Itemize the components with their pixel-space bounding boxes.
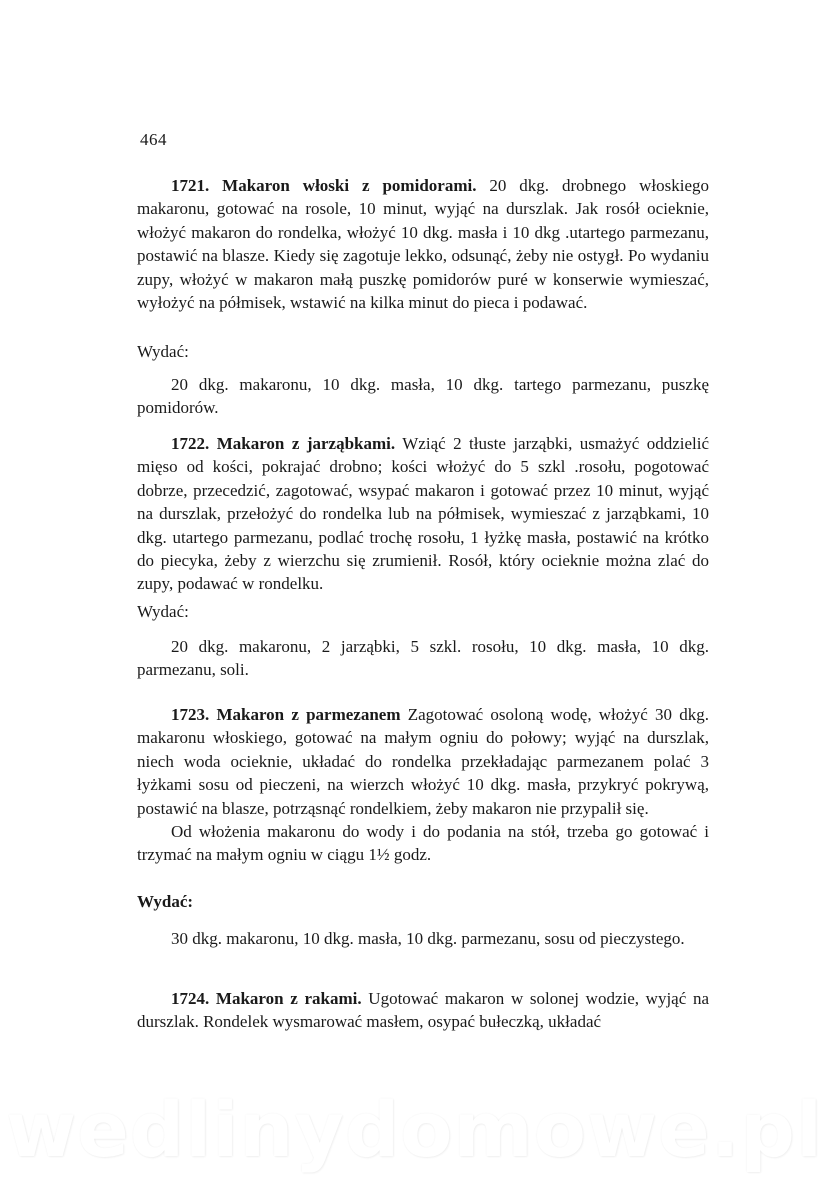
wydac-label: Wydać: <box>137 342 189 361</box>
recipe-1722 <box>137 432 709 596</box>
wydac-label: Wydać: <box>137 602 189 621</box>
recipe-title: 1724. Makaron z rakami. <box>171 989 362 1008</box>
recipe-body: 20 dkg. drobnego włoskiego makaronu, gotować na rosole, 10 minut, wyjąć na durszlak. Jak rosół ocieknie, włożyć makaron do rondelka, włożyć 10 dkg. masła i 10 dkg .utartego parmezanu, postawić na blasze. Kiedy się zagotuje lekko, odsunąć, żeby nie ostygł. Po wydaniu zupy, włożyć w makaron małą puszkę pomidorów puré w konserwie wymieszać, wyłożyć na półmisek, wstawić na kilka minut do pieca i podawać. <box>137 176 709 313</box>
recipe-1724 <box>137 987 709 1034</box>
wydac-ingredients <box>137 635 709 682</box>
recipe-title: 1722. Makaron z jarząbkami. <box>171 434 396 453</box>
recipe-body-continued: Od włożenia makaronu do wody i do podania na stół, trzeba go gotować i trzymać na małym ogniu w ciągu 1½ godz. <box>137 822 709 865</box>
recipe-title: 1721. Makaron włoski z pomidorami. <box>171 176 477 195</box>
recipe-1723 <box>137 703 709 867</box>
wydac-ingredients <box>137 373 709 420</box>
recipe-body: Zagotować osoloną wodę, włożyć 30 dkg. makaronu włoskiego, gotować na małym ogniu do połowy; wyjąć na durszlak, niech woda ocieknie, układać do rondelka przekładając parmezanem polać 3 łyżkami sosu od pieczeni, na wierzch włożyć 10 dkg. masła, przykryć pokrywą, postawić na blasze, potrząsnąć rondelkiem, żeby makaron nie przypalił się. <box>137 705 709 818</box>
recipe-body: Ugotować makaron w solonej wodzie, wyjąć na durszlak. Rondelek wysmarować masłem, osypać bułeczką, układać <box>137 989 709 1032</box>
watermark: wedlinydomowe.pl <box>5 1085 823 1174</box>
wydac-ingredients <box>137 927 709 950</box>
wydac-text: 30 dkg. makaronu, 10 dkg. masła, 10 dkg. parmezanu, sosu od pieczystego. <box>171 929 685 948</box>
wydac-text: 20 dkg. makaronu, 10 dkg. masła, 10 dkg. tartego parmezanu, puszkę pomidorów. <box>137 375 709 418</box>
recipe-title: 1723. Makaron z parmezanem <box>171 705 401 724</box>
recipe-1721 <box>137 174 709 314</box>
page-number: 464 <box>140 130 167 149</box>
recipe-body: Wziąć 2 tłuste jarząbki, usmażyć oddzielić mięso od kości, pokrajać drobno; kości włożyć do 5 szkl .rosołu, pogotować dobrze, przecedzić, zagotować, wsypać makaron i gotować przez 10 minut, wyjąć na durszlak, przełożyć do rondelka lub na półmisek, wymieszać z jarząbkami, 10 dkg. utartego parmezanu, podlać trochę rosołu, 1 łyżkę masła, postawić na krótko do piecyka, żeby z wierzchu się zrumienił. Rosół, który ocieknie można zlać do zupy, podawać w rondelku. <box>137 434 709 594</box>
wydac-text: 20 dkg. makaronu, 2 jarząbki, 5 szkl. rosołu, 10 dkg. masła, 10 dkg. parmezanu, soli. <box>137 637 709 680</box>
wydac-label: Wydać: <box>137 892 194 911</box>
